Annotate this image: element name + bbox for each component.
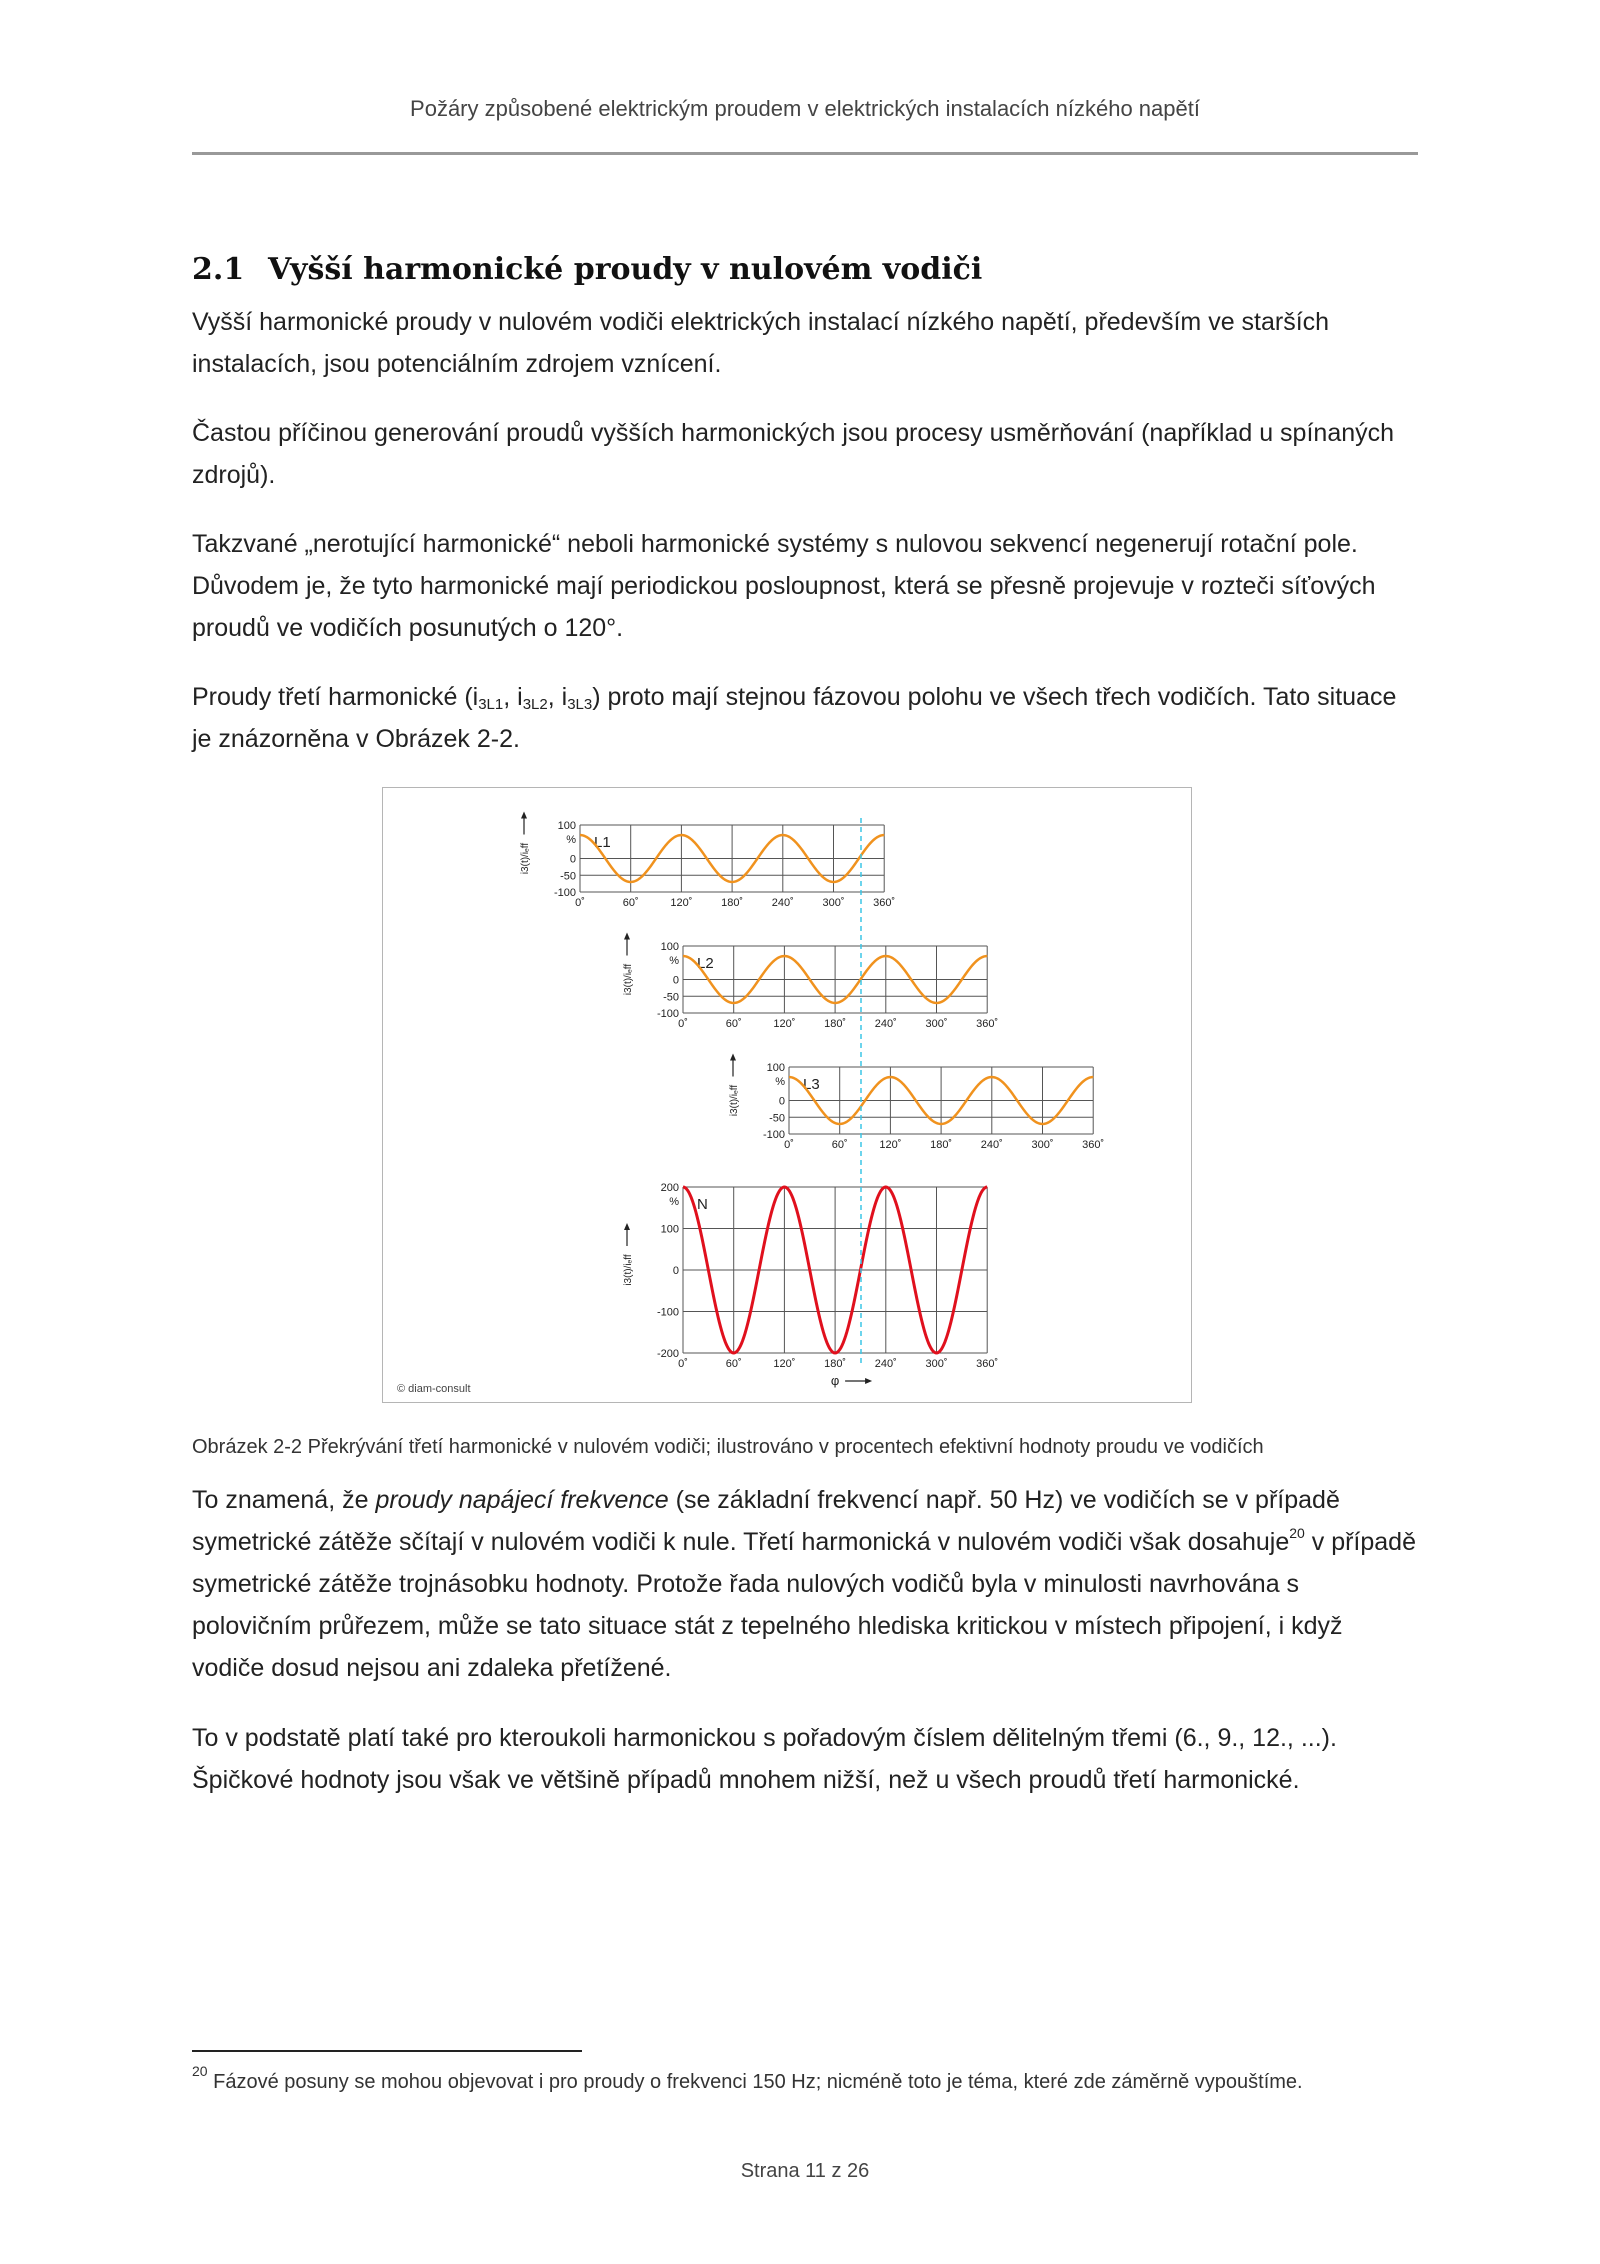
x-tick-label: 60˚ [622,897,639,909]
y-tick-label: 100 [557,820,576,832]
x-tick-label: 120˚ [773,1018,796,1030]
panel-title-l2: L2 [697,955,714,972]
section-heading [192,252,982,287]
y-tick-label: 100 [660,941,679,953]
x-tick-label: 0˚ [575,897,585,909]
x-tick-label: 0˚ [678,1358,688,1370]
y-axis-arrowhead [624,1223,630,1230]
x-tick-label: 300˚ [925,1018,948,1030]
y-axis-arrowhead [521,812,527,819]
subscript-3l2: 3L2 [522,696,548,713]
y-tick-label: -50 [663,991,679,1004]
paragraph-6: To v podstatě platí také pro kteroukoli harmonickou s pořadovým číslem dělitelným třemi (6., 9., 12., ...). Špičkové hodnoty jsou však ve většině případů mnohem nižší, než u všech proudů třetí harmonické. [192,1724,1337,1794]
section-number: 2.1 [192,252,245,287]
panel-title-l1: L1 [594,834,611,851]
x-tick-label: 240˚ [980,1139,1003,1151]
subscript-3l1: 3L1 [478,696,504,713]
y-axis-arrowhead [730,1054,736,1061]
x-tick-label: 360˚ [1082,1139,1105,1151]
x-tick-label: 180˚ [721,897,744,909]
x-tick-label: 60˚ [725,1018,742,1030]
section-title: Vyšší harmonické proudy v nulovém vodiči [268,252,983,287]
x-tick-label: 300˚ [1031,1139,1054,1151]
y-tick-label: -100 [762,1129,785,1141]
y-tick-label: 100 [660,1223,679,1236]
x-tick-label: 360˚ [976,1358,999,1370]
figure-copyright: © diam-consult [397,1383,471,1395]
footnote-ref-20[interactable]: 20 [1289,1525,1305,1541]
y-tick-label: 0 [778,1095,785,1108]
figure-caption: Obrázek 2-2 Překrývání třetí harmonické v nulovém vodiči; ilustrováno v procentech efektivní hodnoty proudu ve vodičích [192,1436,1264,1458]
x-tick-label: 360˚ [873,897,896,909]
x-tick-label: 180˚ [824,1358,847,1370]
x-tick-label: 360˚ [976,1018,999,1030]
y-axis-arrowhead [624,933,630,940]
x-tick-label: 120˚ [879,1139,902,1151]
paragraph-5: To znamená, že proudy napájecí frekvence (se základní frekvencí např. 50 Hz) ve vodičích se v případě symetrické zátěže sčítají v nulovém vodiči k nule. Třetí harmonická v nulovém vodiči však dosahuje$^{20}$ v případě symetrické zátěže trojnásobku hodnoty. Protože řada nulových vodičů byla v minulosti navrhována s polovičním průřezem, může se tato situace stát z tepelného hlediska kritickou v místech připojení, i když vodiče dosud nejsou ani zdaleka přetížené. [192,1486,1416,1682]
figure-harmonics [382,787,1192,1403]
paragraph-2: Častou příčinou generování proudů vyšších harmonických jsou procesy usměrňování (například u spínaných zdrojů). [192,419,1395,489]
y-axis-label: i3(t)/iₑff [623,1254,634,1286]
x-tick-label: 300˚ [925,1358,948,1370]
y-unit-label: % [775,1076,785,1088]
emphasis-text: proudy napájecí frekvence [375,1486,669,1514]
y-unit-label: % [669,955,679,967]
y-unit-label: % [669,1196,679,1208]
x-axis-label: φ [830,1373,840,1388]
paragraph-4: Proudy třetí harmonické ($i_{3L1}$, $i_{3L2}$, $i_{3L3}$) proto mají stejnou fázovou polohu ve všech třech vodičích. Tato situace je znázorněna v Obrázek 2-2. [192,683,1397,753]
y-tick-label: 100 [766,1062,785,1074]
page-number: Strana 11 z 26 [740,2160,870,2182]
footnote-text: Fázové posuny se mohou objevovat i pro proudy o frekvenci 150 Hz; nicméně toto je téma, které zde záměrně vypouštíme. [207,2071,1303,2093]
panel-title-n: N [697,1196,708,1213]
y-tick-label: 0 [569,853,576,866]
footnote-number: 20 [192,2063,208,2079]
panel-title-l3: L3 [803,1076,820,1093]
y-axis-label: i3(t)/iₑff [520,842,531,875]
x-tick-label: 180˚ [930,1139,953,1151]
harmonics-chart [383,788,1191,1402]
footnote-20 [192,2063,1418,2098]
y-tick-label: 0 [672,974,679,987]
x-tick-label: 120˚ [670,897,693,909]
x-tick-label: 60˚ [725,1358,742,1370]
y-tick-label: 200 [660,1182,679,1194]
header-divider [192,152,1418,155]
x-axis-arrowhead [865,1378,872,1384]
x-tick-label: 240˚ [874,1018,897,1030]
x-tick-label: 60˚ [831,1139,848,1151]
y-unit-label: % [566,834,576,846]
x-tick-label: 180˚ [824,1018,847,1030]
y-axis-label: i3(t)/iₑff [729,1084,740,1117]
y-tick-label: -100 [656,1306,679,1319]
x-tick-label: 240˚ [874,1358,897,1370]
x-tick-label: 240˚ [771,897,794,909]
y-axis-label: i3(t)/iₑff [623,963,634,996]
running-header: Požáry způsobené elektrickým proudem v elektrických instalacích nízkého napětí [410,96,1200,121]
x-tick-label: 120˚ [773,1358,796,1370]
paragraph-1: Vyšší harmonické proudy v nulovém vodiči elektrických instalací nízkého napětí, především ve starších instalacích, jsou potenciálním zdrojem vznícení. [192,308,1330,378]
paragraph-3: Takzvané „nerotující harmonické“ neboli harmonické systémy s nulovou sekvencí negenerují rotační pole. Důvodem je, že tyto harmonické mají periodickou posloupnost, která se přesně projevuje v rozteči síťových proudů ve vodičích posunutých o 120°. [192,530,1376,642]
footnote-divider [192,2050,582,2052]
x-tick-label: 0˚ [784,1139,794,1151]
y-tick-label: -50 [560,870,576,883]
x-tick-label: 300˚ [822,897,845,909]
y-tick-label: -100 [656,1008,679,1020]
y-tick-label: -200 [656,1348,679,1360]
y-tick-label: -100 [553,887,576,899]
y-tick-label: 0 [672,1265,679,1277]
y-tick-label: -50 [769,1112,785,1125]
x-tick-label: 0˚ [678,1018,688,1030]
subscript-3l3: 3L3 [567,696,593,713]
